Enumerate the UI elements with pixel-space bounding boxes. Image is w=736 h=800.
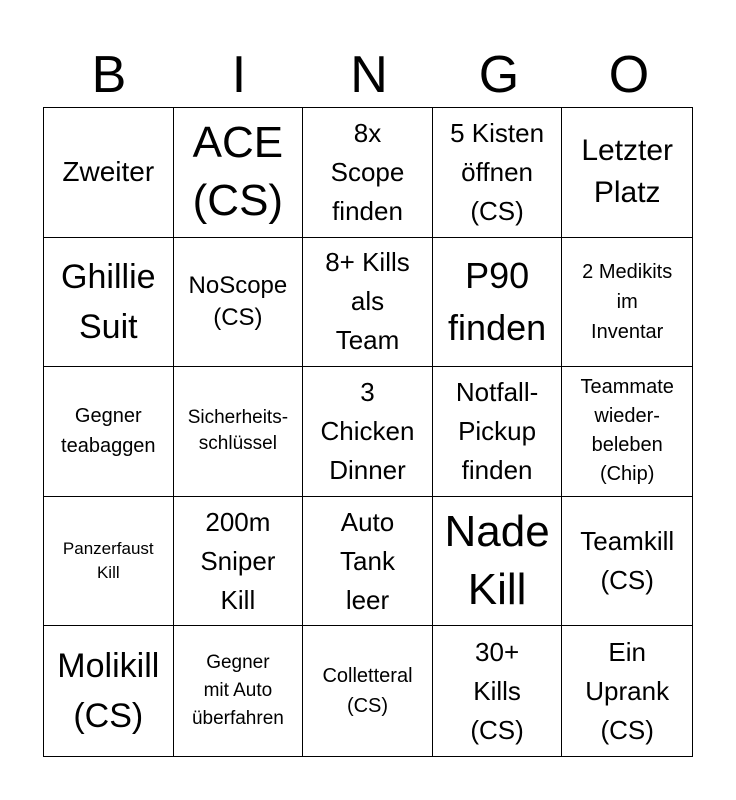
bingo-cell[interactable] [44,238,174,368]
bingo-cell[interactable] [562,626,692,756]
bingo-cell[interactable] [174,108,304,238]
header-letter-g: G [478,46,520,104]
cell-text: 5 Kisten öffnen (CS) [450,117,545,226]
cell-text: NoScope (CS) [188,271,288,331]
bingo-cell[interactable] [44,367,174,497]
bingo-cell[interactable] [174,497,304,627]
bingo-cell[interactable] [303,626,433,756]
cell-text: 200m Sniper Kill [200,506,276,615]
header-letter-b: B [91,46,127,104]
cell-text: Notfall- Pickup finden [455,376,539,485]
bingo-cell[interactable] [174,626,304,756]
bingo-header [44,42,694,108]
bingo-cell[interactable] [174,238,304,368]
bingo-cell[interactable] [433,367,563,497]
cell-text: P90 finden [448,254,547,348]
bingo-cell[interactable] [433,238,563,368]
bingo-cell[interactable] [44,626,174,756]
bingo-cell[interactable] [562,108,692,238]
bingo-cell[interactable] [44,108,174,238]
cell-text: Nade Kill [444,507,550,615]
cell-text: Colletteral (CS) [322,665,413,718]
bingo-cell[interactable] [562,238,692,368]
cell-text: 8+ Kills als Team [325,247,410,356]
cell-text: Teammate wieder- beleben (Chip) [580,376,674,486]
bingo-cell[interactable] [433,108,563,238]
bingo-cell[interactable] [562,367,692,497]
bingo-cell[interactable] [303,367,433,497]
cell-text: Sicherheits- schlüssel [187,407,289,455]
bingo-cell[interactable] [303,238,433,368]
cell-text: 3 Chicken Dinner [320,376,415,485]
cell-text: 8x Scope finden [330,117,405,226]
header-letter-o: O [608,46,650,104]
cell-text: ACE (CS) [192,118,284,226]
bingo-cell[interactable] [433,497,563,627]
cell-text: Gegner teabaggen [61,405,156,458]
header-letter-n: N [350,46,388,104]
bingo-cell[interactable] [562,497,692,627]
cell-text: 2 Medikits im Inventar [582,260,673,343]
bingo-cell[interactable] [44,497,174,627]
bingo-cell[interactable] [303,108,433,238]
cell-text: Ghillie Suit [61,257,156,346]
bingo-cell[interactable] [433,626,563,756]
cell-text: Molikill (CS) [57,647,160,736]
header-letter-i: I [231,46,247,104]
cell-text: Auto Tank leer [340,506,395,615]
cell-text: Ein Uprank (CS) [585,636,670,745]
cell-text: Zweiter [62,156,155,188]
cell-text: Teamkill (CS) [580,526,675,596]
bingo-cell[interactable] [303,497,433,627]
bingo-cell[interactable] [174,367,304,497]
bingo-grid [43,107,693,757]
cell-text: Panzerfaust Kill [62,539,154,583]
cell-text: Gegner mit Auto überfahren [191,652,284,730]
cell-text: 30+ Kills (CS) [470,636,524,745]
cell-text: Letzter Platz [581,134,674,210]
